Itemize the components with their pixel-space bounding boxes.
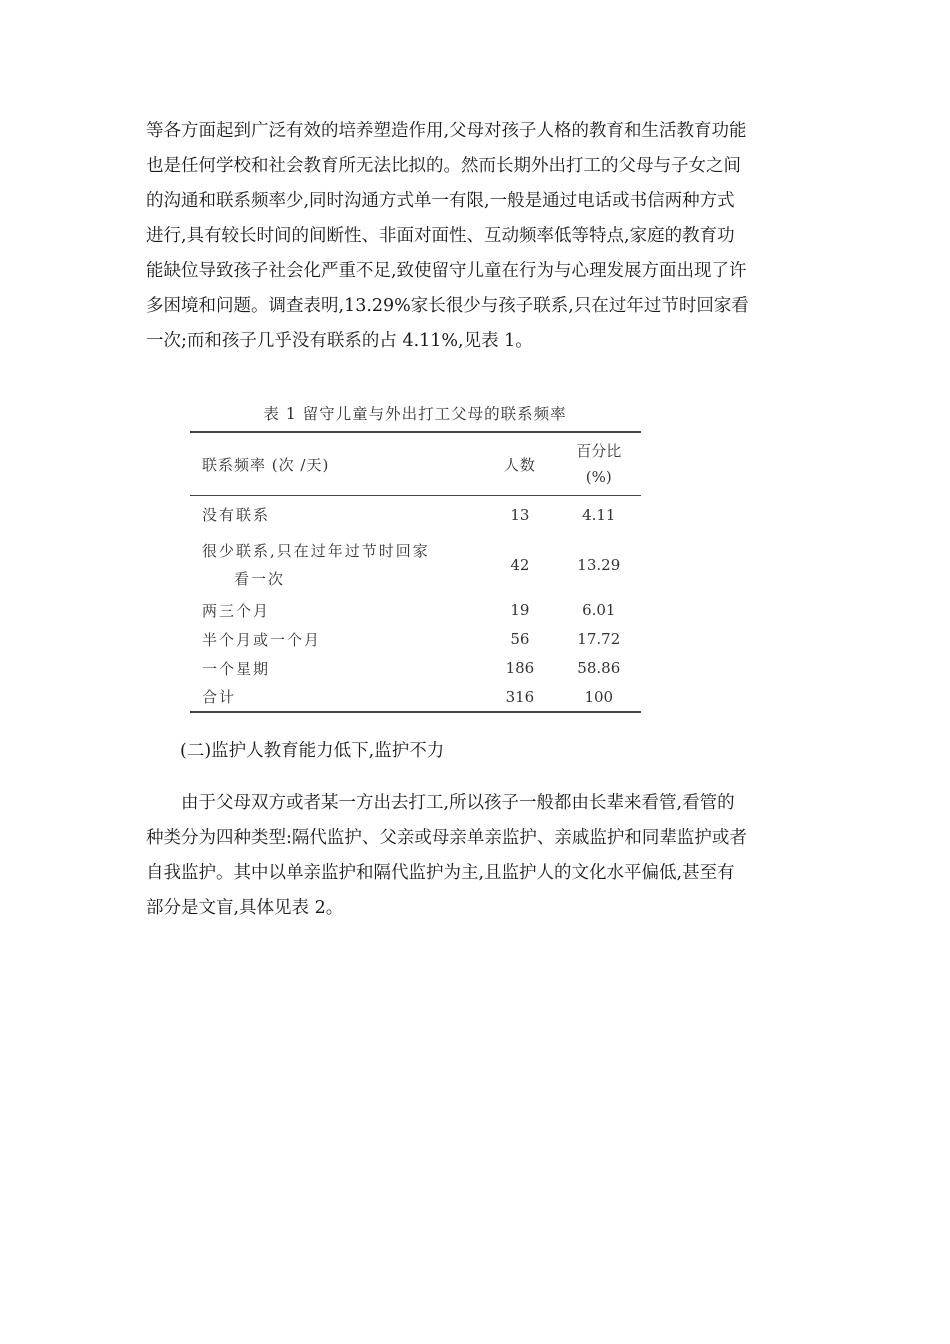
paragraph-line: 种类分为四种类型:隔代监护、父亲或母亲单亲监护、亲戚监护和同辈监护或者 — [146, 828, 747, 848]
header-percent-title: 百分比 — [576, 442, 622, 460]
paragraph-line: 等各方面起到广泛有效的培养塑造作用,父母对孩子人格的教育和生活教育功能 — [146, 121, 747, 141]
paragraph-line: 由于父母双方或者某一方出去打工,所以孩子一般都由长辈来看管,看管的 — [181, 793, 735, 813]
table-row — [190, 596, 641, 625]
row-label — [190, 534, 483, 596]
row-percent: 17.72 — [577, 630, 621, 648]
table-row — [190, 625, 641, 654]
row-count: 56 — [510, 630, 530, 648]
row-count: 19 — [510, 601, 530, 619]
row-label-line-2: 看一次 — [234, 569, 286, 588]
paragraph-line: 也是任何学校和社会教育所无法比拟的。然而长期外出打工的父母与子女之间 — [146, 156, 741, 176]
row-percent: 6.01 — [582, 601, 616, 619]
row-count: 13 — [510, 505, 530, 524]
row-label: 一个星期 — [202, 659, 271, 678]
table-caption: 表 1 留守儿童与外出打工父母的联系频率 — [263, 405, 567, 423]
row-count: 186 — [505, 659, 535, 677]
row-percent: 58.86 — [577, 659, 621, 677]
body-paragraph-1 — [146, 114, 806, 359]
row-label: 半个月或一个月 — [202, 630, 322, 649]
table-row — [190, 534, 641, 596]
paragraph-line: 能缺位导致孩子社会化严重不足,致使留守儿童在行为与心理发展方面出现了许 — [146, 261, 747, 281]
header-count: 人数 — [503, 455, 536, 474]
row-percent: 13.29 — [577, 555, 621, 574]
section-heading: (二)监护人教育能力低下,监护不力 — [180, 741, 445, 761]
header-contact-frequency: 联系频率 (次 /天) — [202, 455, 330, 474]
paragraph-line: 多困境和问题。调查表明,13.29%家长很少与孩子联系,只在过年过节时回家看 — [146, 296, 749, 316]
row-label: 合计 — [202, 688, 237, 706]
header-percent — [557, 432, 641, 496]
paragraph-line: 自我监护。其中以单亲监护和隔代监护为主,且监护人的文化水平偏低,甚至有 — [146, 863, 735, 883]
row-count: 316 — [505, 687, 535, 706]
contact-frequency-table — [190, 431, 641, 713]
row-count: 42 — [510, 555, 530, 574]
table-total-row — [190, 683, 641, 712]
body-paragraph-2 — [146, 786, 806, 926]
table-row — [190, 496, 641, 534]
paragraph-line: 进行,具有较长时间的间断性、非面对面性、互动频率低等特点,家庭的教育功 — [146, 226, 735, 246]
row-label: 两三个月 — [202, 601, 271, 620]
row-percent: 4.11 — [582, 505, 616, 524]
paragraph-line: 的沟通和联系频率少,同时沟通方式单一有限,一般是通过电话或书信两种方式 — [146, 191, 735, 211]
paragraph-line: 部分是文盲,具体见表 2。 — [146, 898, 344, 918]
row-label: 没有联系 — [202, 506, 271, 525]
table-header-row — [190, 432, 641, 496]
table-row — [190, 654, 641, 683]
header-percent-unit: (%) — [585, 468, 612, 486]
paragraph-line: 一次;而和孩子几乎没有联系的占 4.11%,见表 1。 — [146, 331, 533, 351]
row-percent: 100 — [584, 687, 614, 706]
row-label-line-1: 很少联系,只在过年过节时回家 — [202, 541, 430, 560]
